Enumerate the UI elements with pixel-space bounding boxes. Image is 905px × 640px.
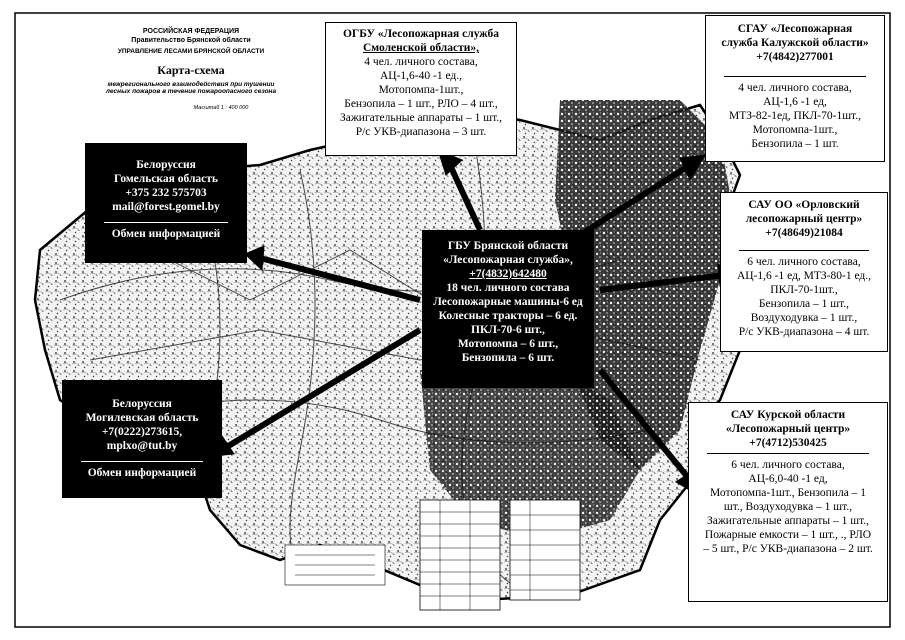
gomel-phone: +375 232 575703 bbox=[125, 187, 207, 200]
bryansk-line: 18 чел. личного состава bbox=[446, 282, 570, 295]
map-subtitle-1: межрегионального взаимодействия при тушении bbox=[107, 81, 275, 88]
gomel-contact-box bbox=[85, 143, 247, 263]
smolensk-line: Р/с УКВ-диапазона – 3 шт. bbox=[355, 126, 487, 139]
mogilev-email: mplxo@tut.by bbox=[106, 440, 178, 453]
kaluga-line: 4 чел. личного состава, bbox=[738, 82, 852, 95]
bryansk-service-box bbox=[422, 230, 594, 388]
orel-line: Р/с УКВ-диапазона – 4 шт. bbox=[738, 326, 870, 339]
kursk-line: шт., Воздуходувка – 1 шт., bbox=[723, 501, 853, 514]
gomel-info-exchange: Обмен информацией bbox=[111, 228, 221, 241]
kursk-line: АЦ-6,0-40 -1 ед, bbox=[748, 473, 828, 486]
smolensk-line: Зажигательные аппараты – 1 шт., bbox=[339, 112, 503, 125]
kursk-service-box bbox=[688, 402, 888, 602]
bryansk-line: ПКЛ-70-6 шт., bbox=[471, 324, 545, 337]
gomel-email: mail@forest.gomel.by bbox=[112, 201, 220, 214]
legend-table-2 bbox=[510, 500, 580, 600]
kursk-title-line: «Лесопожарный центр» bbox=[725, 423, 851, 436]
kaluga-line: АЦ-1,6 -1 ед, bbox=[763, 96, 827, 109]
kursk-line: Зажигательные аппараты – 1 шт., bbox=[706, 515, 870, 528]
bryansk-line: Лесопожарные машины-6 ед bbox=[433, 296, 583, 309]
bryansk-phone: +7(4832)642480 bbox=[469, 268, 547, 281]
orel-title-line: САУ ОО «Орловский bbox=[748, 199, 860, 211]
mogilev-phone: +7(0222)273615, bbox=[101, 426, 183, 439]
orel-line: Бензопила – 1 шт., bbox=[758, 298, 850, 311]
map-scale: Масштаб 1 : 400 000 bbox=[193, 105, 249, 111]
kaluga-title-line: служба Калужской области» bbox=[721, 37, 869, 50]
kaluga-separator bbox=[724, 76, 866, 77]
map-subtitle-2: лесных пожаров в течение пожароопасного сезона bbox=[105, 88, 277, 95]
smolensk-title-line-1: ОГБУ «Лесопожарная служба bbox=[342, 28, 499, 40]
kursk-line: Пожарные емкости – 1 шт., ., РЛО bbox=[704, 529, 872, 542]
smolensk-line: 4 чел. личного состава, bbox=[364, 56, 478, 69]
kursk-phone: +7(4712)530425 bbox=[749, 437, 827, 450]
kursk-separator bbox=[707, 453, 869, 454]
bryansk-line: Бензопила – 6 шт. bbox=[461, 352, 555, 365]
mogilev-country: Белоруссия bbox=[112, 398, 172, 410]
kaluga-service-box bbox=[705, 15, 885, 162]
header-country: РОССИЙСКАЯ ФЕДЕРАЦИЯ bbox=[142, 28, 240, 35]
bryansk-line: Колесные тракторы – 6 ед. bbox=[438, 310, 578, 323]
kaluga-line: Бензопила – 1 шт. bbox=[751, 138, 839, 151]
smolensk-line: АЦ-1,6-40 -1 ед., bbox=[379, 70, 463, 83]
kaluga-line: МТЗ-82-1ед, ПКЛ-70-1шт., bbox=[729, 110, 861, 123]
orel-line: Воздуходувка – 1 шт., bbox=[750, 312, 858, 325]
gomel-separator bbox=[104, 222, 228, 223]
kursk-line: – 5 шт., Р/с УКВ-диапазона – 2 шт. bbox=[703, 543, 873, 556]
orel-line: 6 чел. личного состава, bbox=[747, 256, 861, 269]
kursk-line: Мотопомпа-1шт., Бензопила – 1 bbox=[709, 487, 867, 500]
orel-title-line: лесопожарный центр» bbox=[745, 213, 863, 226]
orel-separator bbox=[739, 250, 869, 251]
orel-line: АЦ-1,6 -1 ед, МТЗ-80-1 ед., bbox=[736, 270, 872, 283]
mogilev-separator bbox=[81, 461, 203, 462]
legend-table-1 bbox=[420, 500, 500, 610]
legend-small-left bbox=[285, 545, 385, 585]
mogilev-info-exchange: Обмен информацией bbox=[87, 467, 197, 480]
header-department: УПРАВЛЕНИЕ ЛЕСАМИ БРЯНСКОЙ ОБЛАСТИ bbox=[117, 48, 265, 55]
gomel-country: Белоруссия bbox=[136, 159, 196, 171]
bryansk-title-line: «Лесопожарная служба», bbox=[443, 254, 573, 267]
smolensk-title-line-2: Смоленской области», bbox=[362, 42, 480, 55]
kaluga-line: Мотопомпа-1шт., bbox=[752, 124, 838, 137]
kursk-title-line: САУ Курской области bbox=[730, 409, 846, 421]
smolensk-line: Бензопила – 1 шт., РЛО – 4 шт., bbox=[344, 98, 498, 111]
orel-line: ПКЛ-70-1шт., bbox=[770, 284, 838, 297]
gomel-region: Гомельская область bbox=[114, 173, 218, 186]
map-title: Карта-схема bbox=[157, 63, 225, 77]
bryansk-title-line: ГБУ Брянской области bbox=[447, 240, 569, 252]
header-government: Правительство Брянской области bbox=[131, 37, 251, 44]
kaluga-phone: +7(4842)277001 bbox=[756, 51, 834, 64]
orel-service-box bbox=[720, 192, 888, 352]
orel-phone: +7(48649)21084 bbox=[765, 227, 843, 240]
bryansk-line: Мотопомпа – 6 шт., bbox=[457, 338, 559, 351]
kursk-line: 6 чел. личного состава, bbox=[731, 459, 845, 472]
mogilev-region: Могилевская область bbox=[85, 412, 199, 425]
smolensk-line: Мотопомпа-1шт., bbox=[378, 84, 464, 97]
map-header bbox=[62, 28, 320, 111]
smolensk-service-box bbox=[325, 22, 517, 156]
mogilev-contact-box bbox=[62, 380, 222, 498]
kaluga-title-line: СГАУ «Лесопожарная bbox=[737, 23, 853, 35]
